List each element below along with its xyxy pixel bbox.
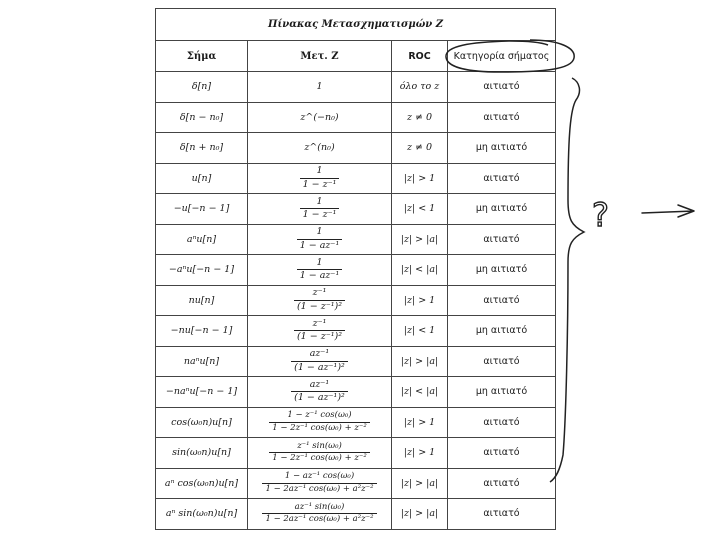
fraction-denominator: 1 − 2z⁻¹ cos(ω₀) + z⁻²	[272, 453, 367, 464]
category-cell: αιτιατό	[448, 499, 556, 530]
table-row	[156, 163, 556, 194]
roc-cell: |z| < 1	[392, 194, 448, 225]
ztransform-cell: z^(−n₀)	[248, 102, 392, 133]
ztransform-cell	[248, 438, 392, 469]
ztransform-cell	[248, 224, 392, 255]
fraction-numerator: az⁻¹ sin(ω₀)	[262, 503, 376, 514]
fraction-denominator: (1 − z⁻¹)²	[296, 331, 343, 343]
fraction	[291, 349, 348, 373]
signal-cell: −aⁿu[−n − 1]	[156, 255, 248, 286]
roc-cell: |z| < |a|	[392, 255, 448, 286]
signal-cell: aⁿ sin(ω₀n)u[n]	[156, 499, 248, 530]
ztransform-cell	[248, 468, 392, 499]
fraction	[294, 288, 345, 312]
category-cell: αιτιατό	[448, 407, 556, 438]
signal-cell: sin(ω₀n)u[n]	[156, 438, 248, 469]
table-row	[156, 377, 556, 408]
fraction	[300, 166, 340, 190]
signal-cell: aⁿ cos(ω₀n)u[n]	[156, 468, 248, 499]
roc-cell: |z| > 1	[392, 438, 448, 469]
fraction-numerator: z⁻¹ sin(ω₀)	[269, 442, 370, 453]
fraction-denominator: (1 − az⁻¹)²	[294, 361, 345, 373]
table-row	[156, 194, 556, 225]
signal-cell: δ[n + n₀]	[156, 133, 248, 164]
fraction	[262, 503, 376, 525]
fraction	[262, 472, 376, 494]
table-row	[156, 407, 556, 438]
category-cell: αιτιατό	[448, 346, 556, 377]
roc-cell: z ≠ 0	[392, 133, 448, 164]
category-cell: μη αιτιατό	[448, 194, 556, 225]
roc-cell: z ≠ 0	[392, 102, 448, 133]
table-row	[156, 72, 556, 103]
fraction-numerator: 1	[297, 227, 343, 239]
fraction-numerator: az⁻¹	[291, 349, 348, 361]
category-cell: αιτιατό	[448, 163, 556, 194]
fraction-numerator: 1	[300, 166, 340, 178]
ztransform-cell: z^(n₀)	[248, 133, 392, 164]
roc-cell: |z| > 1	[392, 407, 448, 438]
ztransform-cell	[248, 377, 392, 408]
signal-cell: −naⁿu[−n − 1]	[156, 377, 248, 408]
table-row	[156, 316, 556, 347]
fraction	[291, 380, 348, 404]
header-ztransform: Μετ. Z	[248, 41, 392, 72]
category-cell: μη αιτιατό	[448, 316, 556, 347]
fraction	[297, 258, 343, 282]
ztransform-cell	[248, 285, 392, 316]
roc-cell: |z| < |a|	[392, 377, 448, 408]
signal-cell: aⁿu[n]	[156, 224, 248, 255]
signal-cell: naⁿu[n]	[156, 346, 248, 377]
fraction-denominator: (1 − z⁻¹)²	[296, 300, 343, 312]
roc-cell: |z| > |a|	[392, 499, 448, 530]
fraction-denominator: 1 − 2az⁻¹ cos(ω₀) + a²z⁻²	[265, 483, 374, 494]
table-row	[156, 499, 556, 530]
signal-cell: −nu[−n − 1]	[156, 316, 248, 347]
header-category: Κατηγορία σήματος	[448, 41, 556, 72]
fraction-numerator: z⁻¹	[294, 319, 345, 331]
ztransform-cell	[248, 346, 392, 377]
roc-cell: |z| < 1	[392, 316, 448, 347]
fraction-denominator: 1 − az⁻¹	[299, 270, 340, 282]
table-title: Πίνακας Μετασχηματισμών Z	[156, 9, 556, 41]
table-row	[156, 102, 556, 133]
fraction-numerator: 1	[300, 197, 340, 209]
table-row	[156, 133, 556, 164]
fraction	[300, 197, 340, 221]
header-signal: Σήμα	[156, 41, 248, 72]
fraction	[297, 227, 343, 251]
fraction-denominator: 1 − 2z⁻¹ cos(ω₀) + z⁻²	[272, 422, 367, 433]
signal-cell: nu[n]	[156, 285, 248, 316]
roc-cell: όλο το z	[392, 72, 448, 103]
ztransform-cell	[248, 255, 392, 286]
category-cell: αιτιατό	[448, 102, 556, 133]
table-row	[156, 346, 556, 377]
table-row	[156, 285, 556, 316]
fraction-numerator: 1	[297, 258, 343, 270]
signal-cell: cos(ω₀n)u[n]	[156, 407, 248, 438]
ztransform-cell	[248, 407, 392, 438]
roc-cell: |z| > 1	[392, 285, 448, 316]
signal-cell: −u[−n − 1]	[156, 194, 248, 225]
category-cell: μη αιτιατό	[448, 255, 556, 286]
fraction	[269, 411, 370, 433]
ztransform-cell	[248, 194, 392, 225]
category-cell: αιτιατό	[448, 468, 556, 499]
category-cell: μη αιτιατό	[448, 377, 556, 408]
fraction	[269, 442, 370, 464]
table-body	[156, 72, 556, 530]
fraction	[294, 319, 345, 343]
table-row	[156, 255, 556, 286]
signal-cell: δ[n − n₀]	[156, 102, 248, 133]
fraction-denominator: 1 − 2az⁻¹ cos(ω₀) + a²z⁻²	[265, 514, 374, 525]
roc-cell: |z| > 1	[392, 163, 448, 194]
fraction-denominator: 1 − z⁻¹	[302, 209, 337, 221]
fraction-numerator: az⁻¹	[291, 380, 348, 392]
ztransform-cell	[248, 499, 392, 530]
fraction-denominator: 1 − z⁻¹	[302, 178, 337, 190]
category-cell: αιτιατό	[448, 438, 556, 469]
ztransform-cell	[248, 316, 392, 347]
ztransform-cell: 1	[248, 72, 392, 103]
signal-cell: u[n]	[156, 163, 248, 194]
z-transform-table	[155, 8, 556, 530]
fraction-numerator: z⁻¹	[294, 288, 345, 300]
table-row	[156, 468, 556, 499]
category-cell: αιτιατό	[448, 72, 556, 103]
category-cell: αιτιατό	[448, 224, 556, 255]
roc-cell: |z| > |a|	[392, 224, 448, 255]
fraction-denominator: (1 − az⁻¹)²	[294, 392, 345, 404]
header-roc: ROC	[392, 41, 448, 72]
roc-cell: |z| > |a|	[392, 346, 448, 377]
fraction-numerator: 1 − z⁻¹ cos(ω₀)	[269, 411, 370, 422]
fraction-numerator: 1 − az⁻¹ cos(ω₀)	[262, 472, 376, 483]
table-row	[156, 438, 556, 469]
question-mark: ?	[592, 196, 609, 234]
table-row	[156, 224, 556, 255]
arrow-mark	[642, 205, 694, 217]
category-cell: αιτιατό	[448, 285, 556, 316]
roc-cell: |z| > |a|	[392, 468, 448, 499]
signal-cell: δ[n]	[156, 72, 248, 103]
fraction-denominator: 1 − az⁻¹	[299, 239, 340, 251]
category-cell: μη αιτιατό	[448, 133, 556, 164]
ztransform-cell	[248, 163, 392, 194]
